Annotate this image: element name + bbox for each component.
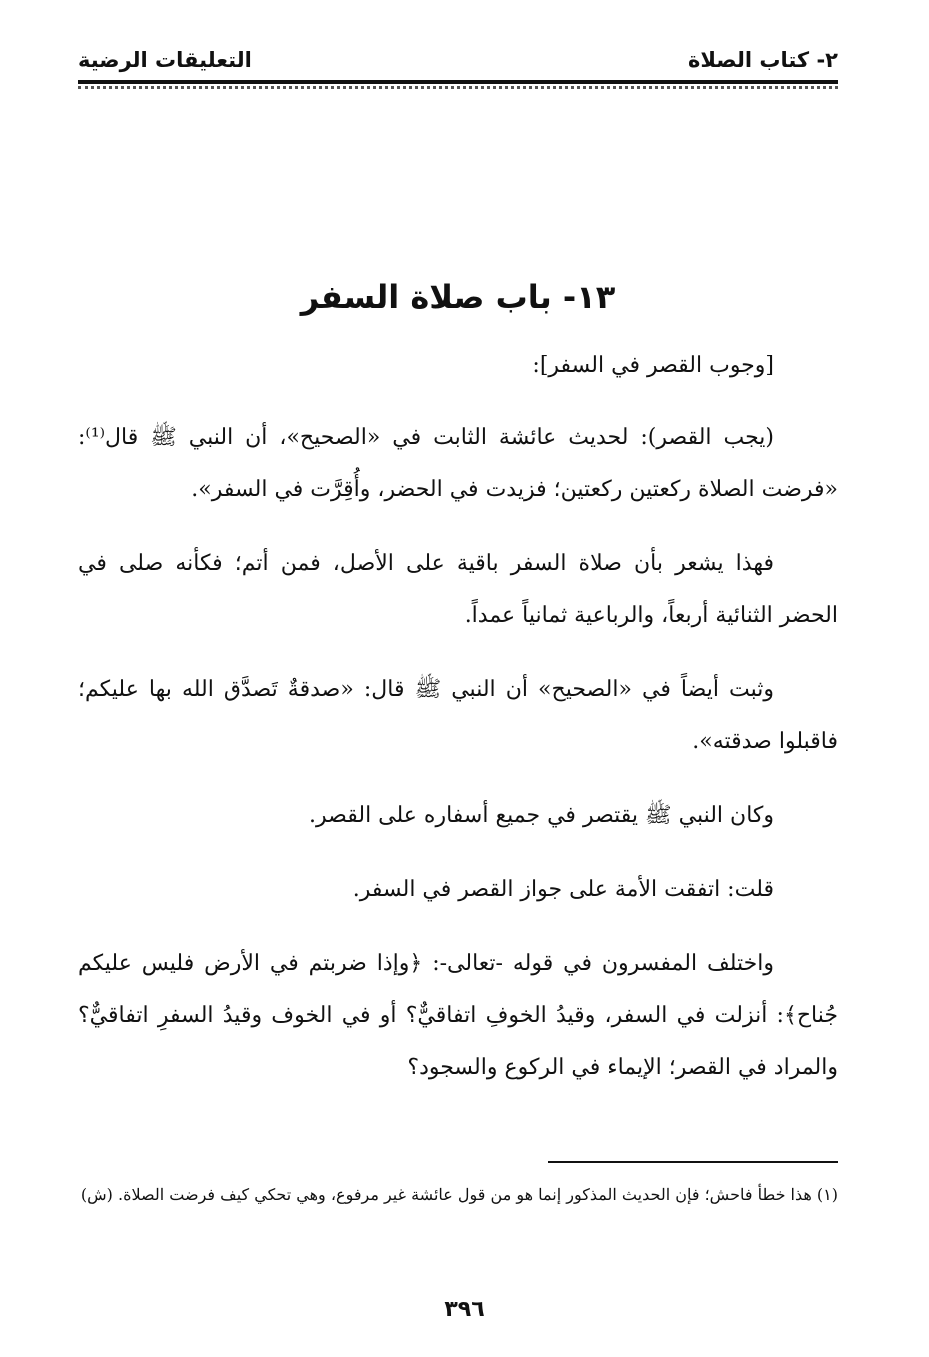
section-heading: [وجوب القصر في السفر]: bbox=[532, 353, 774, 378]
chapter-title: ١٣- باب صلاة السفر bbox=[300, 278, 616, 316]
page-number: ٣٩٦ bbox=[444, 1297, 485, 1322]
header-dotted-rule bbox=[78, 86, 838, 92]
paragraph: وكان النبي ﷺ يقتصر في جميع أسفاره على القصر. bbox=[309, 803, 774, 828]
paragraph: وثبت أيضاً في «الصحيح» أن النبي ﷺ قال: «صدقةٌ تَصدَّق الله بها عليكم؛ فاقبلوا صدقته». bbox=[78, 677, 838, 754]
footnote: (١) هذا خطأ فاحش؛ فإن الحديث المذكور إنما هو من قول عائشة غير مرفوع، وهي تحكي كيف فرضت الصلاة. (ش) bbox=[80, 1185, 838, 1204]
paragraph: قلت: اتفقت الأمة على جواز القصر في السفر. bbox=[352, 877, 774, 902]
body-text bbox=[78, 340, 838, 1116]
paragraph: (يجب القصر): لحديث عائشة الثابت في «الصحيح»، أن النبي ﷺ قال⁽¹⁾: «فرضت الصلاة ركعتين ركعتين؛ فزيدت في الحضر، وأُقِرَّت في السفر». bbox=[78, 425, 838, 502]
running-header-book-title: التعليقات الرضية bbox=[78, 48, 252, 72]
running-header-chapter: ٢- كتاب الصلاة bbox=[687, 48, 838, 72]
footnote-separator bbox=[548, 1161, 838, 1163]
header-rule bbox=[78, 80, 838, 84]
paragraph: فهذا يشعر بأن صلاة السفر باقية على الأصل، فمن أتم؛ فكأنه صلى في الحضر الثنائية أربعاً، والرباعية ثمانياً عمداً. bbox=[78, 551, 838, 628]
running-header bbox=[78, 42, 838, 82]
paragraph: واختلف المفسرون في قوله -تعالى-: ﴿وإذا ضربتم في الأرض فليس عليكم جُناح﴾: أنزلت في السفر، وقيدُ الخوفِ اتفاقيٌّ؟ أو في الخوف وقيدُ السفرِ اتفاقيٌّ؟ والمراد في القصر؛ الإيماء في الركوع والسجود؟ bbox=[78, 951, 838, 1080]
